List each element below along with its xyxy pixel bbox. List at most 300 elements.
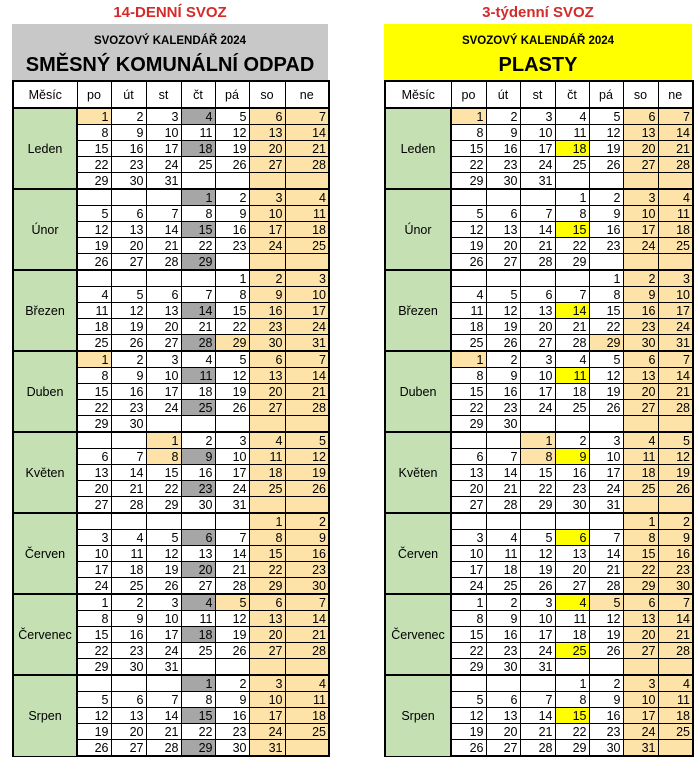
day-cell: 9 <box>249 287 285 303</box>
column-header-po: po <box>451 81 486 108</box>
empty-day-cell <box>249 173 285 190</box>
day-cell: 28 <box>520 254 555 271</box>
day-cell: 25 <box>181 643 215 659</box>
day-cell: 14 <box>146 708 181 724</box>
day-cell: 24 <box>215 481 249 497</box>
day-cell: 6 <box>486 206 520 222</box>
day-cell: 13 <box>111 222 146 238</box>
day-cell: 7 <box>658 594 693 611</box>
day-cell: 1 <box>181 189 215 206</box>
day-cell: 21 <box>520 724 555 740</box>
day-cell: 12 <box>658 449 693 465</box>
day-cell: 30 <box>486 173 520 190</box>
day-cell: 20 <box>486 724 520 740</box>
day-cell: 31 <box>249 740 285 757</box>
day-cell: 3 <box>623 189 658 206</box>
day-cell: 14 <box>111 465 146 481</box>
day-cell: 6 <box>111 206 146 222</box>
collection-frequency-title: 3-týdenní SVOZ <box>482 4 594 21</box>
day-cell: 14 <box>285 125 329 141</box>
day-cell: 31 <box>285 335 329 352</box>
day-cell: 13 <box>249 368 285 384</box>
day-cell: 9 <box>658 530 693 546</box>
day-cell: 25 <box>285 238 329 254</box>
day-cell: 17 <box>146 141 181 157</box>
day-cell: 22 <box>181 724 215 740</box>
empty-day-cell <box>555 173 589 190</box>
day-cell: 14 <box>658 368 693 384</box>
day-cell: 2 <box>623 270 658 287</box>
day-cell: 2 <box>215 189 249 206</box>
day-cell: 26 <box>589 400 623 416</box>
day-cell: 13 <box>520 303 555 319</box>
day-cell: 25 <box>486 578 520 595</box>
day-cell: 11 <box>285 206 329 222</box>
day-cell: 31 <box>146 173 181 190</box>
day-cell: 24 <box>520 157 555 173</box>
day-cell: 2 <box>111 594 146 611</box>
empty-day-cell <box>658 173 693 190</box>
empty-day-cell <box>520 513 555 530</box>
day-cell: 13 <box>181 546 215 562</box>
month-label: Květen <box>13 432 77 513</box>
week-row <box>385 432 693 449</box>
day-cell: 30 <box>249 335 285 352</box>
day-cell: 12 <box>215 125 249 141</box>
month-label: Srpen <box>13 675 77 756</box>
empty-day-cell <box>249 497 285 514</box>
day-cell: 10 <box>520 125 555 141</box>
day-cell: 1 <box>555 675 589 692</box>
day-cell: 7 <box>658 108 693 125</box>
day-cell: 22 <box>555 724 589 740</box>
day-cell: 23 <box>486 400 520 416</box>
day-cell: 5 <box>77 206 111 222</box>
day-cell: 11 <box>285 692 329 708</box>
day-cell: 25 <box>111 578 146 595</box>
day-cell: 9 <box>111 611 146 627</box>
day-cell: 12 <box>589 368 623 384</box>
week-row <box>13 270 329 287</box>
day-cell: 8 <box>77 125 111 141</box>
day-cell: 25 <box>658 724 693 740</box>
month-label: Duben <box>385 351 451 432</box>
day-cell: 4 <box>77 287 111 303</box>
day-cell: 13 <box>146 303 181 319</box>
day-cell: 16 <box>623 303 658 319</box>
day-cell: 29 <box>215 335 249 352</box>
day-cell: 9 <box>215 692 249 708</box>
day-cell: 22 <box>451 400 486 416</box>
day-cell: 8 <box>77 611 111 627</box>
month-label: Duben <box>13 351 77 432</box>
week-row <box>385 189 693 206</box>
week-row <box>385 108 693 125</box>
day-cell: 7 <box>215 530 249 546</box>
day-cell: 20 <box>555 562 589 578</box>
day-cell: 26 <box>486 335 520 352</box>
day-cell: 2 <box>111 108 146 125</box>
day-cell: 21 <box>285 141 329 157</box>
day-cell: 27 <box>623 643 658 659</box>
empty-day-cell <box>77 675 111 692</box>
day-cell: 17 <box>520 384 555 400</box>
day-cell: 22 <box>77 400 111 416</box>
day-cell: 10 <box>77 546 111 562</box>
day-cell: 12 <box>146 546 181 562</box>
day-cell: 5 <box>111 287 146 303</box>
day-cell: 14 <box>486 465 520 481</box>
day-cell: 1 <box>451 594 486 611</box>
day-cell: 4 <box>486 530 520 546</box>
month-label: Leden <box>385 108 451 189</box>
day-cell: 30 <box>111 416 146 433</box>
day-cell: 24 <box>520 643 555 659</box>
empty-day-cell <box>451 189 486 206</box>
empty-day-cell <box>146 675 181 692</box>
day-cell: 12 <box>77 708 111 724</box>
month-label: Květen <box>385 432 451 513</box>
month-label: Srpen <box>385 675 451 756</box>
empty-day-cell <box>146 513 181 530</box>
day-cell: 13 <box>486 708 520 724</box>
day-cell: 25 <box>285 724 329 740</box>
day-cell: 27 <box>486 254 520 271</box>
day-cell: 15 <box>215 303 249 319</box>
day-cell: 1 <box>555 189 589 206</box>
day-cell: 23 <box>555 481 589 497</box>
week-row <box>13 675 329 692</box>
empty-day-cell <box>181 659 215 676</box>
day-cell: 29 <box>181 254 215 271</box>
day-cell: 17 <box>249 708 285 724</box>
day-cell: 21 <box>555 319 589 335</box>
day-cell: 1 <box>77 594 111 611</box>
day-cell: 4 <box>555 108 589 125</box>
week-row <box>385 513 693 530</box>
empty-day-cell <box>215 254 249 271</box>
empty-day-cell <box>486 513 520 530</box>
day-cell: 29 <box>451 659 486 676</box>
calendar-table <box>12 80 330 757</box>
empty-day-cell <box>658 659 693 676</box>
day-cell: 6 <box>249 594 285 611</box>
day-cell: 16 <box>555 465 589 481</box>
empty-day-cell <box>77 513 111 530</box>
day-cell: 9 <box>486 368 520 384</box>
day-cell: 13 <box>249 125 285 141</box>
day-cell: 11 <box>555 611 589 627</box>
day-cell: 3 <box>520 108 555 125</box>
day-cell: 6 <box>249 351 285 368</box>
day-cell: 16 <box>486 627 520 643</box>
month-label: Březen <box>13 270 77 351</box>
day-cell: 27 <box>111 254 146 271</box>
day-cell: 25 <box>555 643 589 659</box>
mixed-waste-calendar <box>12 0 328 757</box>
day-cell: 11 <box>623 449 658 465</box>
day-cell: 6 <box>181 530 215 546</box>
waste-type-title: PLASTY <box>498 54 578 76</box>
empty-day-cell <box>181 416 215 433</box>
column-header-st: st <box>520 81 555 108</box>
day-cell: 18 <box>486 562 520 578</box>
day-cell: 17 <box>77 562 111 578</box>
day-cell: 19 <box>589 627 623 643</box>
calendar-table <box>384 80 694 757</box>
day-cell: 9 <box>555 449 589 465</box>
day-cell: 2 <box>249 270 285 287</box>
empty-day-cell <box>451 675 486 692</box>
header-row <box>385 81 693 108</box>
day-cell: 3 <box>520 351 555 368</box>
day-cell: 21 <box>589 562 623 578</box>
day-cell: 30 <box>555 497 589 514</box>
day-cell: 21 <box>285 627 329 643</box>
day-cell: 4 <box>181 108 215 125</box>
column-header-út: út <box>486 81 520 108</box>
day-cell: 28 <box>520 740 555 757</box>
day-cell: 27 <box>249 157 285 173</box>
day-cell: 5 <box>77 692 111 708</box>
day-cell: 16 <box>111 384 146 400</box>
day-cell: 11 <box>486 546 520 562</box>
day-cell: 18 <box>555 627 589 643</box>
day-cell: 7 <box>658 351 693 368</box>
day-cell: 3 <box>623 675 658 692</box>
day-cell: 24 <box>451 578 486 595</box>
day-cell: 23 <box>486 157 520 173</box>
empty-day-cell <box>181 173 215 190</box>
day-cell: 20 <box>77 481 111 497</box>
day-cell: 5 <box>285 432 329 449</box>
day-cell: 27 <box>486 740 520 757</box>
day-cell: 26 <box>451 740 486 757</box>
day-cell: 19 <box>589 384 623 400</box>
day-cell: 10 <box>146 125 181 141</box>
empty-day-cell <box>146 416 181 433</box>
day-cell: 8 <box>249 530 285 546</box>
day-cell: 31 <box>589 497 623 514</box>
day-cell: 11 <box>555 368 589 384</box>
month-label: Červenec <box>13 594 77 675</box>
day-cell: 6 <box>623 351 658 368</box>
day-cell: 23 <box>181 481 215 497</box>
day-cell: 17 <box>146 627 181 643</box>
day-cell: 21 <box>111 481 146 497</box>
day-cell: 14 <box>589 546 623 562</box>
day-cell: 28 <box>181 335 215 352</box>
day-cell: 22 <box>623 562 658 578</box>
day-cell: 8 <box>555 692 589 708</box>
day-cell: 14 <box>658 611 693 627</box>
day-cell: 6 <box>623 108 658 125</box>
day-cell: 23 <box>486 643 520 659</box>
empty-day-cell <box>623 659 658 676</box>
day-cell: 27 <box>146 335 181 352</box>
day-cell: 24 <box>146 157 181 173</box>
column-header-pá: pá <box>215 81 249 108</box>
day-cell: 13 <box>623 368 658 384</box>
day-cell: 12 <box>451 708 486 724</box>
column-header-pá: pá <box>589 81 623 108</box>
day-cell: 12 <box>77 222 111 238</box>
day-cell: 6 <box>249 108 285 125</box>
day-cell: 10 <box>249 206 285 222</box>
day-cell: 11 <box>181 368 215 384</box>
day-cell: 30 <box>658 578 693 595</box>
day-cell: 30 <box>111 659 146 676</box>
day-cell: 8 <box>520 449 555 465</box>
day-cell: 3 <box>146 108 181 125</box>
empty-day-cell <box>658 416 693 433</box>
collection-frequency-title: 14-DENNÍ SVOZ <box>113 4 227 21</box>
day-cell: 2 <box>486 108 520 125</box>
day-cell: 12 <box>589 611 623 627</box>
empty-day-cell <box>285 659 329 676</box>
day-cell: 22 <box>451 157 486 173</box>
day-cell: 5 <box>451 692 486 708</box>
day-cell: 22 <box>181 238 215 254</box>
calendar-subtitle: SVOZOVÝ KALENDÁŘ 2024 <box>93 35 247 47</box>
day-cell: 16 <box>215 708 249 724</box>
day-cell: 10 <box>658 287 693 303</box>
day-cell: 26 <box>146 578 181 595</box>
day-cell: 8 <box>589 287 623 303</box>
day-cell: 23 <box>111 643 146 659</box>
day-cell: 27 <box>111 740 146 757</box>
column-header-ne: ne <box>285 81 329 108</box>
day-cell: 11 <box>77 303 111 319</box>
day-cell: 17 <box>658 303 693 319</box>
day-cell: 29 <box>249 578 285 595</box>
day-cell: 8 <box>181 206 215 222</box>
week-row <box>13 513 329 530</box>
day-cell: 15 <box>77 384 111 400</box>
day-cell: 7 <box>520 206 555 222</box>
day-cell: 11 <box>181 611 215 627</box>
day-cell: 3 <box>249 189 285 206</box>
day-cell: 2 <box>215 675 249 692</box>
day-cell: 30 <box>285 578 329 595</box>
day-cell: 16 <box>249 303 285 319</box>
empty-day-cell <box>589 416 623 433</box>
day-cell: 6 <box>77 449 111 465</box>
week-row <box>13 189 329 206</box>
day-cell: 8 <box>215 287 249 303</box>
empty-day-cell <box>589 659 623 676</box>
day-cell: 20 <box>249 384 285 400</box>
day-cell: 18 <box>658 222 693 238</box>
day-cell: 7 <box>285 594 329 611</box>
day-cell: 28 <box>658 643 693 659</box>
day-cell: 5 <box>451 206 486 222</box>
empty-day-cell <box>249 254 285 271</box>
day-cell: 20 <box>146 319 181 335</box>
day-cell: 30 <box>181 497 215 514</box>
day-cell: 28 <box>111 497 146 514</box>
column-header-út: út <box>111 81 146 108</box>
empty-day-cell <box>451 432 486 449</box>
day-cell: 6 <box>520 287 555 303</box>
day-cell: 5 <box>146 530 181 546</box>
day-cell: 3 <box>285 270 329 287</box>
empty-day-cell <box>77 189 111 206</box>
day-cell: 18 <box>249 465 285 481</box>
day-cell: 26 <box>77 740 111 757</box>
day-cell: 6 <box>451 449 486 465</box>
day-cell: 15 <box>146 465 181 481</box>
day-cell: 12 <box>215 611 249 627</box>
column-header-month: Měsíc <box>385 81 451 108</box>
day-cell: 23 <box>623 319 658 335</box>
day-cell: 4 <box>555 594 589 611</box>
day-cell: 28 <box>486 497 520 514</box>
empty-day-cell <box>520 416 555 433</box>
day-cell: 31 <box>520 173 555 190</box>
empty-day-cell <box>215 513 249 530</box>
day-cell: 14 <box>215 546 249 562</box>
day-cell: 21 <box>181 319 215 335</box>
day-cell: 31 <box>146 659 181 676</box>
empty-day-cell <box>486 675 520 692</box>
empty-day-cell <box>520 270 555 287</box>
day-cell: 8 <box>146 449 181 465</box>
day-cell: 21 <box>146 238 181 254</box>
empty-day-cell <box>589 173 623 190</box>
day-cell: 14 <box>146 222 181 238</box>
day-cell: 10 <box>520 611 555 627</box>
month-label: Únor <box>13 189 77 270</box>
day-cell: 27 <box>520 335 555 352</box>
day-cell: 8 <box>451 368 486 384</box>
day-cell: 20 <box>623 627 658 643</box>
day-cell: 22 <box>77 643 111 659</box>
day-cell: 16 <box>181 465 215 481</box>
day-cell: 8 <box>451 611 486 627</box>
day-cell: 11 <box>451 303 486 319</box>
day-cell: 17 <box>285 303 329 319</box>
empty-day-cell <box>555 416 589 433</box>
day-cell: 19 <box>486 319 520 335</box>
day-cell: 16 <box>285 546 329 562</box>
day-cell: 9 <box>215 206 249 222</box>
day-cell: 30 <box>589 740 623 757</box>
month-label: Červenec <box>385 594 451 675</box>
empty-day-cell <box>249 659 285 676</box>
day-cell: 24 <box>146 400 181 416</box>
day-cell: 5 <box>486 287 520 303</box>
week-row <box>13 594 329 611</box>
day-cell: 15 <box>623 546 658 562</box>
waste-type-title: SMĚSNÝ KOMUNÁLNÍ ODPAD <box>25 54 315 76</box>
day-cell: 11 <box>249 449 285 465</box>
day-cell: 22 <box>249 562 285 578</box>
month-label: Březen <box>385 270 451 351</box>
day-cell: 4 <box>181 594 215 611</box>
day-cell: 29 <box>451 173 486 190</box>
day-cell: 19 <box>285 465 329 481</box>
week-row <box>385 594 693 611</box>
day-cell: 6 <box>146 287 181 303</box>
day-cell: 13 <box>451 465 486 481</box>
day-cell: 9 <box>285 530 329 546</box>
day-cell: 15 <box>555 222 589 238</box>
day-cell: 7 <box>146 692 181 708</box>
empty-day-cell <box>451 270 486 287</box>
day-cell: 28 <box>285 643 329 659</box>
day-cell: 19 <box>451 238 486 254</box>
